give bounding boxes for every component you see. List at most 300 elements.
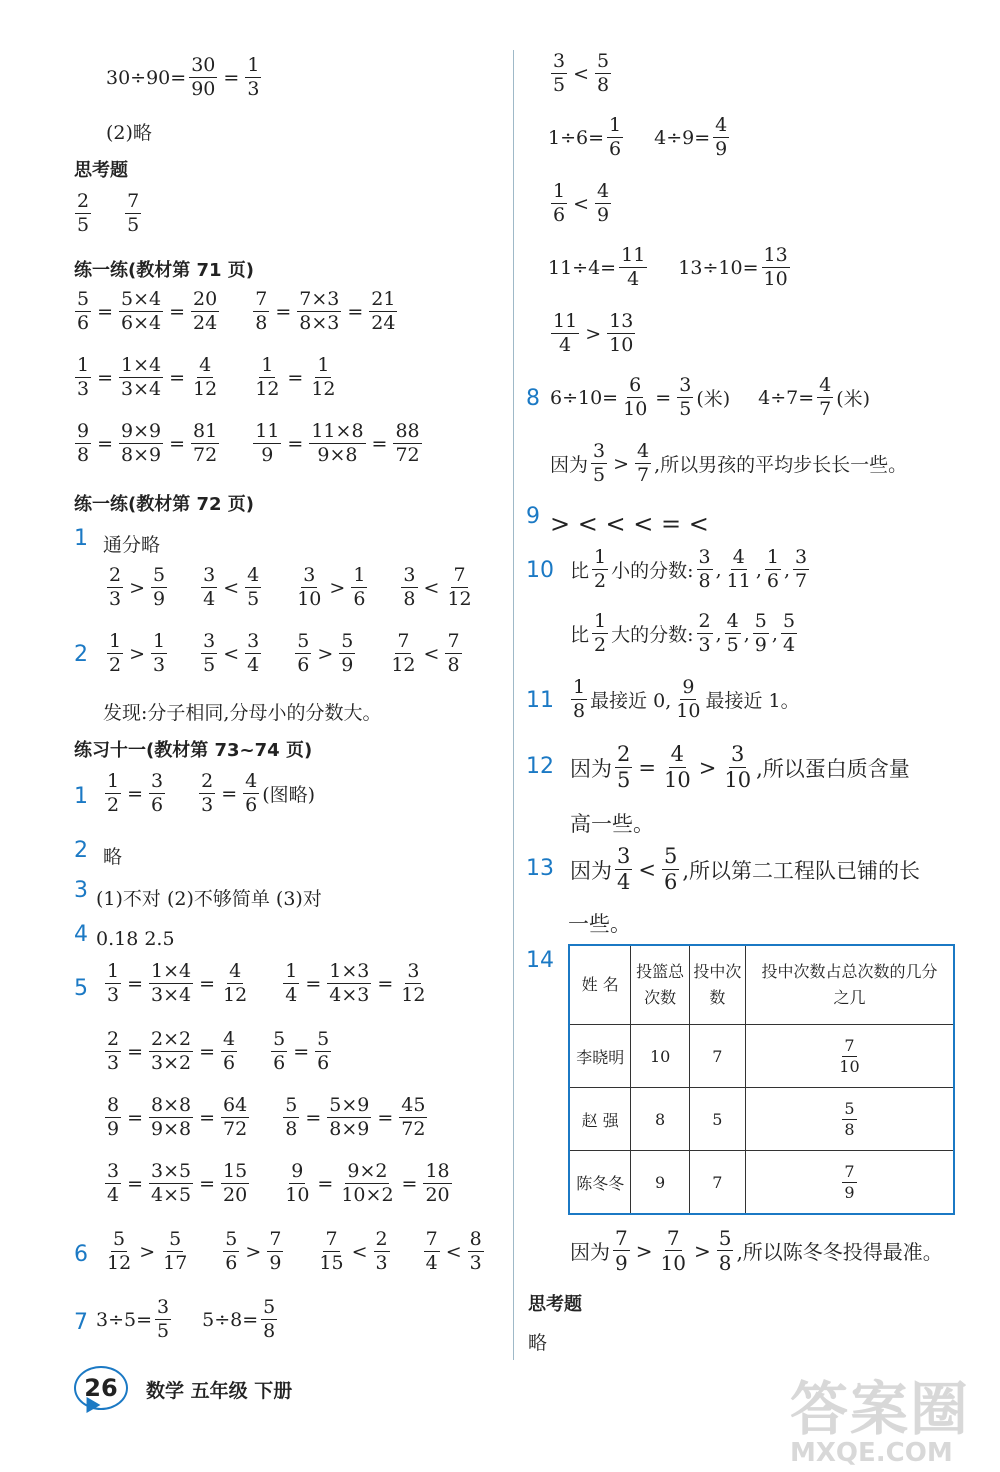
numerator: 1	[109, 630, 122, 652]
text: ,	[771, 622, 778, 645]
text: 30÷90=	[106, 66, 187, 89]
denominator: 6	[663, 870, 678, 894]
table-header-cell: 投中次数	[689, 945, 745, 1025]
fraction	[191, 290, 219, 333]
denominator: 10	[285, 1184, 310, 1206]
name-cell: 李晓明	[569, 1025, 631, 1088]
fraction	[595, 52, 611, 95]
fraction	[149, 772, 165, 815]
numerator: 7×3	[299, 288, 340, 310]
denominator: 6	[766, 570, 779, 592]
numerator: 3	[107, 1160, 120, 1182]
text: 因为	[570, 1240, 610, 1264]
question-number: 4	[74, 922, 88, 947]
operator: <	[223, 576, 240, 599]
denominator: 10×2	[341, 1184, 394, 1206]
operator: <	[423, 642, 440, 665]
fraction	[697, 612, 713, 655]
answer-line	[550, 442, 907, 485]
text: ,	[755, 558, 762, 581]
question-number: 10	[526, 558, 554, 583]
total-cell: 8	[631, 1088, 689, 1151]
denominator: 2	[594, 634, 607, 656]
fraction	[445, 566, 473, 609]
denominator: 5	[127, 214, 140, 236]
numerator: 2	[698, 610, 711, 632]
fraction	[105, 772, 121, 815]
operator: =	[199, 1172, 216, 1195]
numerator: 20	[193, 288, 218, 310]
numerator: 3	[157, 1296, 170, 1318]
fraction	[607, 312, 635, 355]
numerator: 5	[153, 564, 166, 586]
numerator: 4	[597, 180, 610, 202]
operator: =	[317, 1172, 334, 1195]
fraction	[374, 1230, 390, 1273]
denominator: 5	[617, 768, 631, 792]
fraction	[592, 548, 608, 591]
operator: =	[287, 366, 304, 389]
numerator: 2	[375, 1228, 388, 1250]
text: 比	[570, 624, 590, 646]
watermark-big: 答案圈	[790, 1375, 971, 1443]
denominator: 4×3	[329, 984, 370, 1006]
question-number: 8	[526, 386, 540, 411]
fraction	[283, 962, 299, 1005]
answer-line	[570, 1228, 943, 1273]
numerator: 3	[593, 440, 606, 462]
denominator: 3	[153, 654, 166, 676]
fraction	[399, 962, 427, 1005]
denominator: 10	[297, 588, 322, 610]
operator: =	[223, 66, 240, 89]
numerator: 4	[726, 610, 739, 632]
denominator: 12	[255, 378, 280, 400]
numerator: 9×2	[347, 1160, 388, 1182]
operator: =	[347, 300, 364, 323]
denominator: 10	[724, 768, 752, 792]
fraction	[619, 246, 647, 289]
fraction	[221, 962, 249, 1005]
fraction	[662, 744, 693, 791]
denominator: 6	[77, 312, 90, 334]
operator: =	[293, 1040, 310, 1063]
results-table	[568, 944, 955, 1215]
answer-line	[102, 1162, 455, 1205]
numerator: 3	[407, 960, 420, 982]
operator: <	[351, 1240, 368, 1263]
fraction-cell	[745, 1088, 954, 1151]
operator: =	[127, 1106, 144, 1129]
denominator: 5	[726, 634, 739, 656]
numerator: 81	[193, 420, 218, 442]
denominator: 8	[573, 700, 586, 722]
numerator: 15	[223, 1160, 248, 1182]
hit-cell: 5	[689, 1088, 745, 1151]
numerator: 7	[425, 1228, 438, 1250]
question-number: 6	[74, 1242, 88, 1267]
numerator: 3	[403, 564, 416, 586]
operator: =	[638, 755, 656, 780]
operator: =	[169, 432, 186, 455]
question-number: 2	[74, 838, 88, 863]
answer-text: 略	[103, 846, 123, 868]
numerator: 3	[203, 630, 216, 652]
operator: >	[139, 1240, 156, 1263]
fraction	[243, 772, 259, 815]
numerator: 1×4	[151, 960, 192, 982]
question-number: 3	[74, 878, 88, 903]
numerator: 3	[679, 374, 692, 396]
numerator: 5	[663, 844, 678, 868]
operator: >	[317, 642, 334, 665]
text: 因为	[570, 756, 612, 781]
operator: >	[329, 576, 346, 599]
numerator: 4	[715, 114, 728, 136]
operator: <	[223, 642, 240, 665]
numerator: 5	[225, 1228, 238, 1250]
numerator: 7	[844, 1035, 855, 1055]
denominator: 12	[311, 378, 336, 400]
text: (图略)	[262, 784, 316, 806]
fraction	[315, 1030, 331, 1073]
fraction	[662, 846, 679, 893]
fraction	[105, 1230, 133, 1273]
fraction	[591, 442, 607, 485]
numerator: 7	[447, 630, 460, 652]
text: 比	[570, 560, 590, 582]
numerator: 8×8	[151, 1094, 192, 1116]
numerator: 3	[151, 770, 164, 792]
numerator: 3	[303, 564, 316, 586]
numerator: 5	[597, 50, 610, 72]
numerator: 5×4	[121, 288, 162, 310]
numerator: 7	[615, 1226, 628, 1250]
numerator: 9	[291, 1160, 304, 1182]
numerator: 9×9	[121, 420, 162, 442]
text: 13÷10=	[678, 256, 759, 279]
question-number: 11	[526, 688, 554, 713]
denominator: 3×4	[151, 984, 192, 1006]
answer-line	[548, 52, 614, 95]
operator: >	[613, 452, 630, 475]
section-heading: 练习十一(教材第 73~74 页)	[74, 740, 313, 761]
denominator: 9	[715, 138, 728, 160]
fraction	[677, 376, 693, 419]
numerator: 1	[285, 960, 298, 982]
fraction	[75, 422, 91, 465]
fraction	[283, 1162, 311, 1205]
denominator: 9	[754, 634, 767, 656]
text: 6÷10=	[550, 386, 619, 409]
fraction	[468, 1230, 484, 1273]
answer-text: (2)略	[106, 122, 152, 144]
text: 4÷7=	[758, 386, 815, 409]
denominator: 3	[107, 984, 120, 1006]
numerator: 9	[682, 676, 695, 698]
numerator: 1	[317, 354, 330, 376]
denominator: 8	[698, 570, 711, 592]
fraction	[659, 1228, 688, 1273]
fraction	[615, 744, 632, 791]
denominator: 9	[597, 204, 610, 226]
fraction	[105, 962, 121, 1005]
operator: =	[275, 300, 292, 323]
numerator: 7	[255, 288, 268, 310]
fraction	[75, 192, 91, 235]
operator: <	[445, 1240, 462, 1263]
fraction	[423, 1162, 451, 1205]
fraction	[75, 290, 91, 333]
fraction	[817, 376, 833, 419]
denominator: 5	[77, 214, 90, 236]
fraction	[295, 566, 323, 609]
numerator: 3×5	[151, 1160, 192, 1182]
denominator: 72	[193, 444, 218, 466]
fraction	[245, 632, 261, 675]
denominator: 3	[201, 794, 214, 816]
fraction	[295, 632, 311, 675]
answer-line	[548, 116, 732, 159]
denominator: 90	[191, 78, 216, 100]
numerator: 1	[261, 354, 274, 376]
text: 大的分数:	[611, 624, 694, 646]
denominator: 72	[395, 444, 420, 466]
denominator: 8	[263, 1320, 276, 1342]
denominator: 8	[844, 1119, 855, 1139]
numerator: 1	[107, 770, 120, 792]
operator: =	[97, 366, 114, 389]
denominator: 12	[391, 654, 416, 676]
operator: =	[127, 972, 144, 995]
numerator: 18	[425, 1160, 450, 1182]
denominator: 3	[77, 378, 90, 400]
numerator: 4	[199, 354, 212, 376]
denominator: 8×9	[329, 1118, 370, 1140]
fraction	[389, 632, 417, 675]
numerator: 11	[621, 244, 646, 266]
denominator: 4	[627, 268, 640, 290]
book-title: 数学 五年级 下册	[146, 1380, 293, 1402]
denominator: 8	[255, 312, 268, 334]
denominator: 6	[151, 794, 164, 816]
question-number: 7	[74, 1310, 88, 1335]
answer-line	[548, 246, 793, 289]
operator: =	[401, 1172, 418, 1195]
operator: =	[127, 1172, 144, 1195]
operator: =	[377, 1106, 394, 1129]
numerator: 1×4	[121, 354, 162, 376]
fraction	[635, 442, 651, 485]
denominator: 17	[163, 1252, 188, 1274]
fraction-cell	[745, 1025, 954, 1088]
numerator: 3	[247, 630, 260, 652]
fraction	[615, 846, 632, 893]
denominator: 10	[660, 1251, 686, 1275]
denominator: 6	[273, 1052, 286, 1074]
text: 4÷9=	[654, 126, 711, 149]
denominator: 72	[401, 1118, 426, 1140]
name-cell: 陈冬冬	[569, 1151, 631, 1215]
numerator: 5	[273, 1028, 286, 1050]
question-number: 2	[74, 642, 88, 667]
denominator: 24	[371, 312, 396, 334]
text: 1÷6=	[548, 126, 605, 149]
fraction	[221, 1096, 249, 1139]
numerator: 2	[77, 190, 90, 212]
numerator: 4	[637, 440, 650, 462]
operator: >	[635, 1238, 653, 1263]
numerator: 1	[766, 546, 779, 568]
denominator: 9	[341, 654, 354, 676]
fraction	[837, 1035, 861, 1076]
denominator: 10	[663, 768, 691, 792]
operator: =	[305, 972, 322, 995]
denominator: 6	[609, 138, 622, 160]
fraction	[149, 1096, 193, 1139]
question-number: 12	[526, 754, 554, 779]
fraction	[253, 290, 269, 333]
numerator: 7	[453, 564, 466, 586]
text: ,所以男孩的平均步长长一些。	[654, 454, 908, 476]
fraction	[571, 678, 587, 721]
numerator: 21	[371, 288, 396, 310]
fraction	[271, 1030, 287, 1073]
fraction	[327, 1096, 371, 1139]
name-cell: 赵 强	[569, 1088, 631, 1151]
fraction	[713, 116, 729, 159]
answer-text: 略	[528, 1332, 548, 1354]
numerator: 4	[245, 770, 258, 792]
question-number: 13	[526, 856, 554, 881]
numerator: 1	[353, 564, 366, 586]
denominator: 10	[623, 398, 648, 420]
fraction	[351, 566, 367, 609]
denominator: 10	[676, 700, 701, 722]
fraction	[551, 312, 579, 355]
numerator: 4	[223, 1028, 236, 1050]
answer-line	[102, 1096, 430, 1139]
numerator: 8	[107, 1094, 120, 1116]
text: 3÷5=	[96, 1308, 153, 1331]
numerator: 9	[77, 420, 90, 442]
fraction	[105, 1162, 121, 1205]
denominator: 3	[109, 588, 122, 610]
numerator: 1	[553, 180, 566, 202]
denominator: 8	[447, 654, 460, 676]
denominator: 5	[247, 588, 260, 610]
fraction	[221, 1162, 249, 1205]
fraction	[151, 632, 167, 675]
question-number: 9	[526, 504, 540, 529]
operator: =	[371, 432, 388, 455]
numerator: 1	[153, 630, 166, 652]
operator: >	[585, 322, 602, 345]
operator: >	[129, 576, 146, 599]
table-header-cell: 姓 名	[569, 945, 631, 1025]
text: ,所以第二工程队已铺的长	[682, 858, 921, 883]
answer-line	[102, 1030, 334, 1073]
denominator: 15	[319, 1252, 344, 1274]
fraction	[674, 678, 702, 721]
numerator: 5	[341, 630, 354, 652]
fraction	[149, 1162, 193, 1205]
denominator: 3	[107, 1052, 120, 1074]
numerator: 7	[127, 190, 140, 212]
numerator: 1	[77, 354, 90, 376]
fraction	[317, 1230, 345, 1273]
fraction	[765, 548, 781, 591]
answer-text: > < < < = <	[550, 510, 709, 538]
page-number: 26	[84, 1374, 118, 1402]
denominator: 10	[763, 268, 788, 290]
operator: =	[169, 366, 186, 389]
fraction	[592, 612, 608, 655]
fraction	[191, 422, 219, 465]
denominator: 9	[615, 1251, 628, 1275]
table-header-row	[569, 945, 954, 1025]
numerator: 3	[553, 50, 566, 72]
denominator: 6×4	[121, 312, 162, 334]
operator: =	[305, 1106, 322, 1129]
fraction	[119, 356, 163, 399]
fraction	[191, 356, 219, 399]
section-heading: 思考题	[74, 160, 128, 181]
answer-text: 0.18 2.5	[96, 928, 175, 950]
numerator: 1	[594, 546, 607, 568]
denominator: 7	[795, 570, 808, 592]
fraction	[393, 422, 421, 465]
fraction	[189, 56, 217, 99]
answer-text: (1)不对 (2)不够简单 (3)对	[96, 888, 322, 910]
fraction	[327, 962, 371, 1005]
denominator: 5	[679, 398, 692, 420]
numerator: 5	[754, 610, 767, 632]
denominator: 2	[107, 794, 120, 816]
division-equation	[106, 56, 264, 99]
denominator: 3	[247, 78, 260, 100]
denominator: 8	[597, 74, 610, 96]
numerator: 1	[107, 960, 120, 982]
fraction	[621, 376, 649, 419]
numerator: 11×8	[311, 420, 364, 442]
denominator: 8	[285, 1118, 298, 1140]
question-number: 14	[526, 948, 554, 973]
operator: =	[199, 972, 216, 995]
numerator: 2	[617, 742, 631, 766]
fraction	[793, 548, 809, 591]
fraction	[717, 1228, 734, 1273]
answer-line	[72, 192, 144, 235]
numerator: 30	[191, 54, 216, 76]
numerator: 2×2	[151, 1028, 192, 1050]
operator: >	[245, 1240, 262, 1263]
denominator: 3	[698, 634, 711, 656]
numerator: 7	[666, 1226, 680, 1250]
section-heading: 练一练(教材第 72 页)	[74, 494, 255, 515]
table-row	[569, 1025, 954, 1088]
fraction	[201, 566, 217, 609]
denominator: 12	[401, 984, 426, 1006]
numerator: 3	[617, 844, 631, 868]
hit-cell: 7	[689, 1025, 745, 1088]
denominator: 24	[193, 312, 218, 334]
text: ,	[743, 622, 750, 645]
fraction	[149, 962, 193, 1005]
fraction	[401, 566, 417, 609]
denominator: 8×9	[121, 444, 162, 466]
answer-line	[104, 566, 477, 609]
